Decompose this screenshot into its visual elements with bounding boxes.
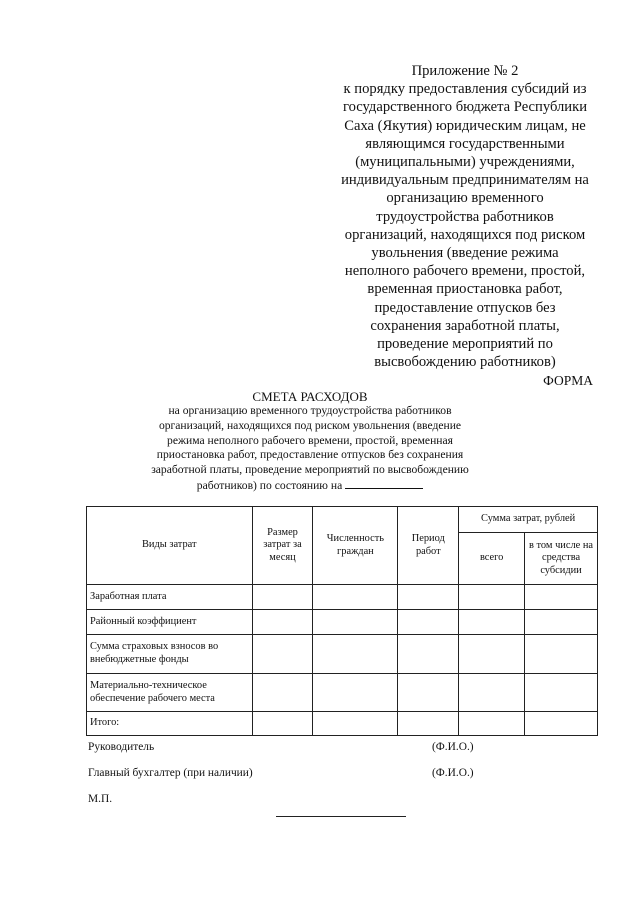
header-headcount: Численность граждан (313, 507, 398, 585)
appendix-line: являющимся государственными (365, 135, 565, 152)
table-cell (313, 585, 398, 610)
table-cell (313, 674, 398, 712)
header-work-period: Период работ (398, 507, 459, 585)
table-cell (459, 610, 525, 635)
table-cell (459, 585, 525, 610)
signature-accountant-fio: (Ф.И.О.) (432, 767, 474, 779)
signature-head-fio: (Ф.И.О.) (432, 741, 474, 753)
table-cell (525, 585, 598, 610)
table-cell (525, 712, 598, 736)
table-cell (459, 712, 525, 736)
appendix-line: сохранения заработной платы, (370, 317, 560, 334)
signature-head-label: Руководитель (88, 741, 155, 753)
appendix-line: организацию временного (386, 190, 544, 207)
subtitle-line: режима неполного рабочего времени, простой, временная (167, 433, 453, 447)
header-sum-total: всего (459, 533, 525, 585)
table-cell (459, 674, 525, 712)
table-cell (398, 585, 459, 610)
row-label: Материально-техническое обеспечение рабочего места (87, 674, 253, 712)
appendix-line: неполного рабочего времени, простой, (344, 263, 586, 280)
appendix-line: высвобождению работников) (374, 354, 556, 371)
table-cell (525, 674, 598, 712)
appendix-line: организаций, находящихся под риском (344, 226, 586, 243)
signature-accountant-label: Главный бухгалтер (при наличии) (88, 767, 253, 779)
table-row (87, 635, 598, 674)
subtitle-last-text: работников) по состоянию на (196, 478, 343, 492)
appendix-line: увольнения (введение режима (371, 245, 559, 262)
table-cell (525, 635, 598, 674)
appendix-line: временная приостановка работ, (367, 281, 563, 298)
table-cell (252, 635, 313, 674)
subtitle-line-last (80, 478, 540, 494)
appendix-line: государственного бюджета Республики (342, 99, 588, 116)
table-cell (252, 610, 313, 635)
table-cell (525, 610, 598, 635)
appendix-line: (муниципальными) учреждениями, (355, 154, 575, 171)
row-label: Заработная плата (87, 585, 253, 610)
subtitle-line: заработной платы, проведение мероприятий по высвобождению (151, 463, 469, 477)
appendix-line: предоставление отпусков без (374, 299, 556, 316)
appendix-line: трудоустройства работников (376, 208, 554, 225)
cost-estimate-table (86, 506, 598, 736)
document-title: СМЕТА РАСХОДОВ (252, 389, 368, 404)
form-label: ФОРМА (543, 373, 593, 388)
appendix-line: проведение мероприятий по (377, 336, 553, 353)
header-cost-sum: Сумма затрат, рублей (459, 507, 598, 533)
header-sum-subsidy: в том числе на средства субсидии (525, 533, 598, 585)
stamp-label: М.П. (88, 793, 113, 805)
appendix-line: к порядку предоставления субсидий из (343, 81, 587, 98)
subtitle-line: на организацию временного трудоустройства работников (168, 404, 452, 417)
table-row (87, 585, 598, 610)
table-row (87, 674, 598, 712)
table-cell (313, 610, 398, 635)
table-cell (398, 610, 459, 635)
appendix-line: индивидуальным предпринимателям на (341, 172, 589, 189)
header-monthly-size: Размер затрат за месяц (252, 507, 313, 585)
row-label: Сумма страховых взносов во внебюджетные фонды (87, 635, 253, 674)
table-row (87, 610, 598, 635)
date-blank (345, 478, 423, 489)
row-label-total: Итого: (87, 712, 253, 736)
table-cell (398, 712, 459, 736)
table-cell (252, 712, 313, 736)
appendix-line: Приложение № 2 (411, 63, 519, 79)
table-cell (252, 674, 313, 712)
table-cell (252, 585, 313, 610)
table-cell (398, 674, 459, 712)
table-cell (398, 635, 459, 674)
signature-line (276, 816, 406, 817)
subtitle-line: приостановка работ, предоставление отпусков без сохранения (156, 448, 464, 462)
row-label: Районный коэффициент (87, 610, 253, 635)
appendix-line: Саха (Якутия) юридическим лицам, не (344, 117, 586, 134)
table-row-total (87, 712, 598, 736)
table-cell (313, 712, 398, 736)
document-subtitle (80, 404, 540, 494)
table-cell (459, 635, 525, 674)
table-cell (313, 635, 398, 674)
appendix-header (325, 62, 605, 371)
subtitle-line: организаций, находящихся под риском увольнения (введение (158, 418, 462, 432)
header-cost-types: Виды затрат (87, 507, 253, 585)
